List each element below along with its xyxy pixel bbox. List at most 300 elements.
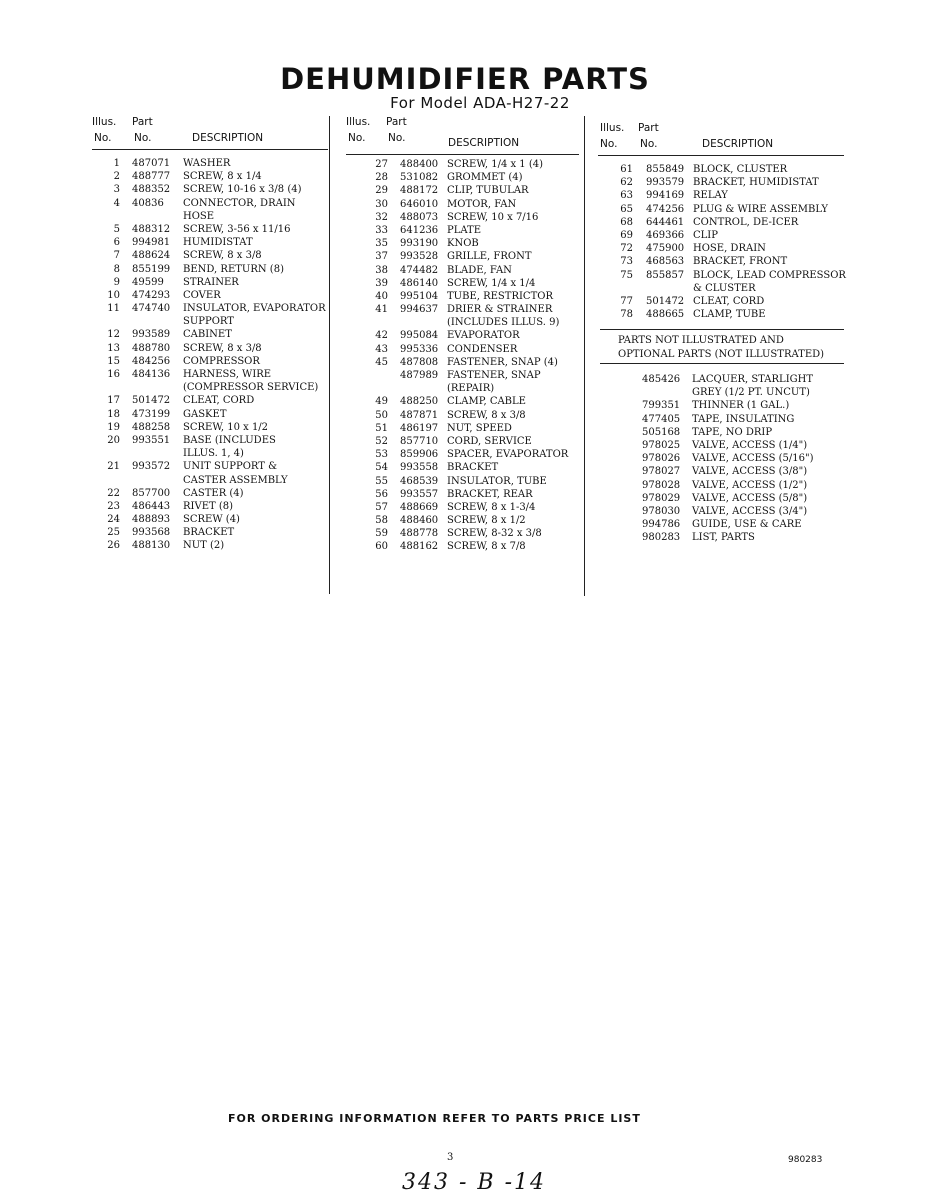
parts-row bbox=[346, 237, 581, 250]
illus-number: 56 bbox=[375, 488, 388, 500]
parts-row bbox=[92, 289, 330, 302]
part-description: BRACKET, FRONT bbox=[693, 256, 788, 268]
part-description: BLOCK, LEAD COMPRESSOR bbox=[693, 269, 846, 281]
part-number: 857700 bbox=[132, 487, 171, 499]
part-description: (COMPRESSOR SERVICE) bbox=[183, 382, 319, 394]
illus-number: 30 bbox=[375, 198, 388, 210]
parts-row bbox=[346, 158, 581, 171]
illus-number: 45 bbox=[375, 356, 388, 368]
document-number: 980283 bbox=[788, 1155, 823, 1165]
part-description: INSULATOR, TUBE bbox=[447, 475, 547, 487]
illus-header: Illus. bbox=[346, 116, 371, 128]
part-description: VALVE, ACCESS (1/2") bbox=[692, 479, 808, 491]
part-description: NUT (2) bbox=[183, 540, 225, 552]
part-number: 857710 bbox=[400, 435, 439, 447]
parts-row bbox=[600, 518, 844, 531]
part-number: 488624 bbox=[132, 250, 171, 262]
part-number: 644461 bbox=[646, 216, 685, 228]
illus-number: 9 bbox=[113, 276, 120, 288]
part-number: 474740 bbox=[132, 303, 171, 315]
parts-row bbox=[92, 223, 330, 236]
part-description: PLATE bbox=[447, 224, 482, 236]
illus-number: 3 bbox=[113, 184, 120, 196]
parts-row bbox=[92, 355, 330, 368]
illus-number: 35 bbox=[375, 238, 388, 250]
part-number: 993579 bbox=[646, 177, 685, 189]
parts-row bbox=[92, 302, 330, 315]
part-description: RIVET (8) bbox=[183, 500, 234, 512]
part-description: NUT, SPEED bbox=[447, 422, 512, 434]
parts-row bbox=[346, 343, 581, 356]
part-description: PLUG & WIRE ASSEMBLY bbox=[693, 203, 828, 215]
illus-number: 55 bbox=[375, 475, 388, 487]
parts-row bbox=[600, 426, 844, 439]
parts-row bbox=[346, 171, 581, 184]
optional-parts-list bbox=[600, 373, 844, 544]
parts-row bbox=[92, 197, 330, 210]
part-number: 484256 bbox=[132, 355, 171, 367]
illus-number: 11 bbox=[107, 303, 120, 315]
parts-row bbox=[346, 488, 581, 501]
illus-number: 50 bbox=[375, 409, 388, 421]
parts-row bbox=[346, 422, 581, 435]
parts-row bbox=[600, 413, 844, 426]
illus-number: 38 bbox=[375, 264, 388, 276]
illus-number: 17 bbox=[107, 395, 120, 407]
part-number: 978025 bbox=[642, 439, 681, 451]
parts-row bbox=[600, 386, 844, 399]
parts-column-1 bbox=[92, 116, 330, 553]
illus-number: 33 bbox=[375, 224, 388, 236]
part-description: CONTROL, DE-ICER bbox=[693, 216, 799, 228]
part-description: SCREW, 8 x 3/8 bbox=[447, 409, 526, 421]
illus-number: 69 bbox=[620, 229, 633, 241]
parts-list bbox=[600, 373, 844, 544]
part-no-header: No. bbox=[134, 132, 152, 144]
parts-row bbox=[92, 513, 330, 526]
parts-row bbox=[346, 369, 581, 382]
part-description: CONNECTOR, DRAIN bbox=[183, 197, 296, 209]
parts-row bbox=[346, 395, 581, 408]
part-description: CLIP bbox=[693, 229, 718, 241]
illus-number: 51 bbox=[375, 422, 388, 434]
page-subtitle: For Model ADA-H27-22 bbox=[390, 94, 570, 112]
parts-row bbox=[92, 474, 330, 487]
illus-number: 23 bbox=[107, 500, 120, 512]
header-rule bbox=[346, 154, 579, 155]
part-description: FASTENER, SNAP bbox=[447, 370, 541, 381]
section-rule bbox=[600, 363, 844, 364]
part-number: 475900 bbox=[646, 243, 685, 255]
part-description: CASTER ASSEMBLY bbox=[183, 474, 288, 486]
part-description: SCREW, 1/4 x 1/4 bbox=[447, 277, 536, 289]
parts-row bbox=[92, 249, 330, 262]
illus-number: 29 bbox=[375, 185, 388, 197]
parts-row bbox=[92, 526, 330, 539]
illus-number: 75 bbox=[620, 269, 633, 281]
illus-number: 32 bbox=[375, 211, 388, 223]
part-description: TAPE, NO DRIP bbox=[692, 426, 773, 438]
parts-row bbox=[600, 399, 844, 412]
illus-number: 20 bbox=[107, 434, 120, 446]
part-number: 978030 bbox=[642, 505, 681, 517]
illus-header: Illus. bbox=[92, 116, 117, 128]
part-description: CASTER (4) bbox=[183, 487, 244, 499]
part-description: COMPRESSOR bbox=[183, 355, 260, 367]
illus-number: 60 bbox=[375, 541, 388, 553]
parts-row bbox=[346, 356, 581, 369]
parts-row bbox=[92, 381, 330, 394]
part-number: 646010 bbox=[400, 198, 439, 210]
part-number: 487071 bbox=[132, 158, 171, 169]
parts-row bbox=[598, 269, 846, 282]
illus-number: 4 bbox=[113, 197, 120, 209]
parts-row bbox=[346, 435, 581, 448]
illus-number: 59 bbox=[375, 528, 388, 540]
part-description: SCREW, 1/4 x 1 (4) bbox=[447, 159, 544, 170]
header-rule bbox=[598, 155, 844, 156]
part-no-header: No. bbox=[388, 132, 406, 144]
parts-row bbox=[346, 250, 581, 263]
illus-number: 58 bbox=[375, 515, 388, 527]
part-description: LIST, PARTS bbox=[692, 532, 755, 544]
illus-number: 41 bbox=[375, 304, 388, 316]
part-number: 488669 bbox=[400, 501, 439, 513]
part-description: BLADE, FAN bbox=[447, 264, 512, 276]
parts-row bbox=[346, 264, 581, 277]
part-number: 994169 bbox=[646, 190, 685, 202]
part-description: SCREW (4) bbox=[183, 514, 240, 526]
part-number: 468563 bbox=[646, 256, 685, 268]
parts-list bbox=[92, 157, 330, 553]
illus-number: 27 bbox=[375, 159, 388, 170]
parts-row bbox=[92, 170, 330, 183]
part-description: GREY (1/2 PT. UNCUT) bbox=[692, 387, 810, 399]
parts-row bbox=[598, 242, 846, 255]
part-description: THINNER (1 GAL.) bbox=[692, 400, 790, 412]
illus-number: 13 bbox=[107, 342, 120, 354]
optional-parts-heading-line-1: PARTS NOT ILLUSTRATED AND bbox=[618, 335, 784, 346]
part-number: 993190 bbox=[400, 238, 439, 250]
part-number: 473199 bbox=[132, 408, 171, 420]
parts-row bbox=[346, 540, 581, 553]
part-number: 40836 bbox=[132, 197, 164, 209]
part-description: HOSE, DRAIN bbox=[693, 243, 766, 255]
parts-row bbox=[92, 447, 330, 460]
part-description: EVAPORATOR bbox=[447, 330, 520, 342]
part-description: BASE (INCLUDES bbox=[183, 434, 276, 446]
parts-row bbox=[598, 295, 846, 308]
parts-list bbox=[598, 163, 846, 321]
parts-row bbox=[92, 487, 330, 500]
parts-row bbox=[346, 514, 581, 527]
part-description: BRACKET, REAR bbox=[447, 488, 533, 500]
illus-number: 52 bbox=[375, 435, 388, 447]
illus-number: 49 bbox=[375, 396, 388, 408]
parts-column-3 bbox=[598, 122, 846, 321]
part-description: SCREW, 3-56 x 11/16 bbox=[183, 223, 291, 235]
part-number: 641236 bbox=[400, 224, 439, 236]
part-number: 486140 bbox=[400, 277, 439, 289]
illus-number: 43 bbox=[375, 343, 388, 355]
illus-number: 6 bbox=[113, 237, 120, 249]
part-number: 477405 bbox=[642, 413, 681, 425]
illus-no-header: No. bbox=[600, 138, 618, 150]
part-description: HOSE bbox=[183, 210, 215, 222]
part-description: CLEAT, CORD bbox=[693, 295, 765, 307]
parts-row bbox=[346, 224, 581, 237]
part-description: CABINET bbox=[183, 329, 232, 341]
description-header: DESCRIPTION bbox=[192, 132, 264, 144]
part-description: CLIP, TUBULAR bbox=[447, 185, 529, 197]
part-number: 485426 bbox=[642, 374, 681, 385]
part-number: 993528 bbox=[400, 251, 439, 263]
part-description: SPACER, EVAPORATOR bbox=[447, 449, 569, 461]
illus-number: 37 bbox=[375, 251, 388, 263]
part-number: 488778 bbox=[400, 528, 439, 540]
ordering-footer: FOR ORDERING INFORMATION REFER TO PARTS PRICE LIST bbox=[228, 1112, 641, 1125]
part-number: 484136 bbox=[132, 369, 171, 380]
part-description: SCREW, 8 x 1-3/4 bbox=[447, 501, 536, 513]
illus-number: 39 bbox=[375, 277, 388, 289]
part-number: 468539 bbox=[400, 475, 439, 487]
part-description: GRILLE, FRONT bbox=[447, 251, 532, 263]
part-number: 488130 bbox=[132, 540, 171, 552]
part-number: 487989 bbox=[400, 370, 439, 381]
part-description: INSULATOR, EVAPORATOR bbox=[183, 303, 326, 315]
parts-row bbox=[92, 263, 330, 276]
part-description: SUPPORT bbox=[183, 316, 234, 328]
parts-row bbox=[92, 434, 330, 447]
illus-number: 12 bbox=[107, 329, 120, 341]
parts-row bbox=[92, 368, 330, 381]
illus-number: 57 bbox=[375, 501, 388, 513]
part-number: 978026 bbox=[642, 453, 681, 465]
part-number: 994637 bbox=[400, 304, 439, 316]
parts-row bbox=[92, 342, 330, 355]
parts-row bbox=[92, 394, 330, 407]
column-divider bbox=[329, 116, 330, 594]
parts-row bbox=[598, 189, 846, 202]
part-description: & CLUSTER bbox=[693, 282, 756, 294]
part-description: CONDENSER bbox=[447, 343, 518, 355]
part-description: TAPE, INSULATING bbox=[692, 413, 795, 425]
part-number: 994981 bbox=[132, 237, 171, 249]
part-number: 855199 bbox=[132, 263, 171, 275]
part-number: 488172 bbox=[400, 185, 439, 197]
part-header: Part bbox=[132, 116, 153, 128]
parts-row bbox=[92, 408, 330, 421]
illus-number: 26 bbox=[107, 540, 120, 552]
part-description: (REPAIR) bbox=[447, 383, 495, 395]
illus-number: 78 bbox=[620, 309, 633, 321]
part-description: CLAMP, CABLE bbox=[447, 396, 526, 408]
illus-number: 22 bbox=[107, 487, 120, 499]
part-description: GROMMET (4) bbox=[447, 172, 523, 184]
part-description: CORD, SERVICE bbox=[447, 435, 532, 447]
part-number: 488258 bbox=[132, 421, 171, 433]
part-description: HUMIDISTAT bbox=[183, 237, 253, 249]
part-number: 488893 bbox=[132, 514, 171, 526]
part-description: SCREW, 8-32 x 3/8 bbox=[447, 528, 542, 540]
part-description: CLAMP, TUBE bbox=[693, 309, 766, 321]
part-number: 486443 bbox=[132, 500, 171, 512]
parts-row bbox=[346, 527, 581, 540]
illus-number: 42 bbox=[375, 330, 388, 342]
part-header: Part bbox=[386, 116, 407, 128]
part-number: 487871 bbox=[400, 409, 439, 421]
part-description: UNIT SUPPORT & bbox=[183, 461, 278, 473]
part-description: COVER bbox=[183, 289, 221, 301]
part-number: 993558 bbox=[400, 462, 439, 474]
part-number: 995336 bbox=[400, 343, 439, 355]
illus-number: 7 bbox=[113, 250, 120, 262]
parts-column-2 bbox=[346, 116, 581, 554]
part-number: 488400 bbox=[400, 159, 439, 170]
description-header: DESCRIPTION bbox=[448, 137, 520, 149]
illus-number: 77 bbox=[620, 295, 633, 307]
part-description: VALVE, ACCESS (3/4") bbox=[692, 505, 808, 517]
parts-row bbox=[92, 276, 330, 289]
part-description: GUIDE, USE & CARE bbox=[692, 519, 802, 531]
parts-row bbox=[92, 539, 330, 552]
illus-number: 19 bbox=[107, 421, 120, 433]
parts-row bbox=[598, 216, 846, 229]
illus-number: 1 bbox=[113, 158, 120, 169]
illus-number: 65 bbox=[620, 203, 633, 215]
parts-row bbox=[598, 163, 846, 176]
part-number: 855849 bbox=[646, 164, 685, 175]
parts-row bbox=[92, 183, 330, 196]
parts-row bbox=[600, 373, 844, 386]
part-description: WASHER bbox=[183, 158, 231, 169]
illus-number: 18 bbox=[107, 408, 120, 420]
parts-row bbox=[346, 409, 581, 422]
part-description: BLOCK, CLUSTER bbox=[693, 164, 788, 175]
part-number: 993557 bbox=[400, 488, 439, 500]
column-header bbox=[598, 122, 846, 156]
part-number: 978028 bbox=[642, 479, 681, 491]
parts-row bbox=[346, 303, 581, 316]
part-number: 488162 bbox=[400, 541, 439, 553]
illus-number: 40 bbox=[375, 290, 388, 302]
part-description: VALVE, ACCESS (1/4") bbox=[692, 439, 808, 451]
parts-row bbox=[92, 460, 330, 473]
part-number: 855857 bbox=[646, 269, 685, 281]
parts-row bbox=[92, 500, 330, 513]
part-description: BRACKET bbox=[183, 527, 235, 539]
part-description: SCREW, 10 x 7/16 bbox=[447, 211, 539, 223]
part-description: RELAY bbox=[693, 190, 728, 202]
part-number: 980283 bbox=[642, 532, 681, 544]
parts-row bbox=[600, 531, 844, 544]
parts-row bbox=[598, 308, 846, 321]
parts-row bbox=[600, 452, 844, 465]
part-description: BRACKET, HUMIDISTAT bbox=[693, 177, 819, 189]
part-description: HARNESS, WIRE bbox=[183, 369, 272, 380]
parts-row bbox=[92, 328, 330, 341]
part-number: 993551 bbox=[132, 434, 171, 446]
part-number: 487808 bbox=[400, 356, 439, 368]
illus-number: 73 bbox=[620, 256, 633, 268]
illus-number: 2 bbox=[113, 171, 120, 183]
part-number: 859906 bbox=[400, 449, 439, 461]
parts-row bbox=[600, 492, 844, 505]
parts-row bbox=[346, 382, 581, 395]
parts-row bbox=[346, 316, 581, 329]
part-number: 995104 bbox=[400, 290, 439, 302]
part-number: 488250 bbox=[400, 396, 439, 408]
parts-row bbox=[92, 236, 330, 249]
illus-header: Illus. bbox=[600, 122, 625, 134]
part-number: 488073 bbox=[400, 211, 439, 223]
part-description: GASKET bbox=[183, 408, 227, 420]
parts-row bbox=[600, 479, 844, 492]
part-number: 488352 bbox=[132, 184, 171, 196]
section-rule bbox=[600, 329, 844, 330]
column-header bbox=[92, 116, 330, 150]
part-description: SCREW, 8 x 3/8 bbox=[183, 250, 262, 262]
parts-row bbox=[92, 315, 330, 328]
parts-row bbox=[92, 157, 330, 170]
part-description: SCREW, 8 x 1/4 bbox=[183, 171, 262, 183]
page-number: 3 bbox=[447, 1152, 454, 1163]
page-title: DEHUMIDIFIER PARTS bbox=[280, 62, 650, 96]
part-number: 501472 bbox=[646, 295, 685, 307]
parts-row bbox=[598, 229, 846, 242]
parts-row bbox=[598, 176, 846, 189]
illus-number: 5 bbox=[113, 223, 120, 235]
part-number: 488460 bbox=[400, 515, 439, 527]
illus-number: 25 bbox=[107, 527, 120, 539]
parts-row bbox=[598, 203, 846, 216]
part-description: SCREW, 10 x 1/2 bbox=[183, 421, 269, 433]
parts-row bbox=[346, 277, 581, 290]
parts-row bbox=[346, 501, 581, 514]
illus-number: 24 bbox=[107, 514, 120, 526]
illus-number: 72 bbox=[620, 243, 633, 255]
illus-number: 68 bbox=[620, 216, 633, 228]
parts-row bbox=[92, 421, 330, 434]
part-description: STRAINER bbox=[183, 276, 239, 288]
part-number: 501472 bbox=[132, 395, 171, 407]
part-number: 978027 bbox=[642, 466, 681, 478]
part-description: VALVE, ACCESS (3/8") bbox=[692, 466, 808, 478]
column-header bbox=[346, 116, 581, 150]
parts-row bbox=[346, 329, 581, 342]
part-description: SCREW, 8 x 7/8 bbox=[447, 541, 526, 553]
part-number: 994786 bbox=[642, 519, 681, 531]
illus-number: 62 bbox=[620, 177, 633, 189]
illus-number: 8 bbox=[113, 263, 120, 275]
illus-number: 10 bbox=[107, 289, 120, 301]
illus-number: 16 bbox=[107, 369, 120, 380]
part-description: ILLUS. 1, 4) bbox=[183, 448, 244, 460]
part-number: 474482 bbox=[400, 264, 439, 276]
part-number: 505168 bbox=[642, 426, 681, 438]
header-rule bbox=[92, 149, 328, 150]
part-number: 531082 bbox=[400, 172, 439, 184]
part-number: 995084 bbox=[400, 330, 439, 342]
part-description: FASTENER, SNAP (4) bbox=[447, 356, 558, 368]
parts-row bbox=[346, 475, 581, 488]
parts-list bbox=[346, 158, 581, 554]
part-number: 488780 bbox=[132, 342, 171, 354]
illus-number: 53 bbox=[375, 449, 388, 461]
part-description: MOTOR, FAN bbox=[447, 198, 517, 210]
part-description: SCREW, 8 x 1/2 bbox=[447, 515, 526, 527]
handwritten-note: 343 - B -14 bbox=[402, 1170, 546, 1195]
